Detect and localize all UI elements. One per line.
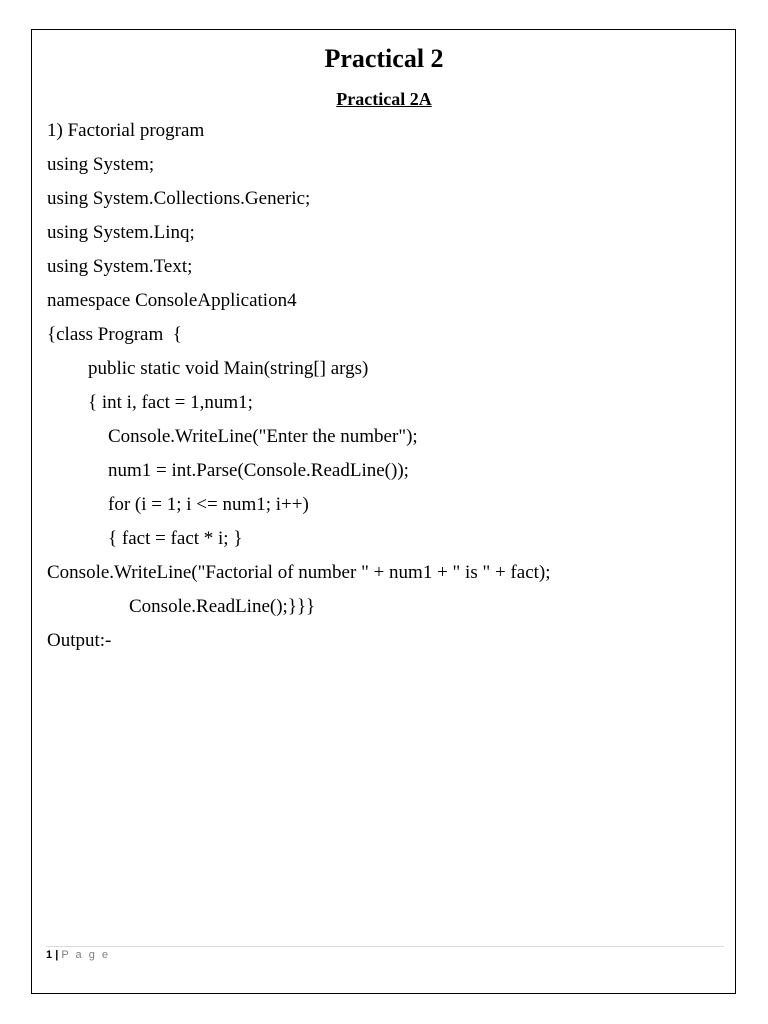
- code-line: public static void Main(string[] args): [88, 358, 369, 379]
- code-line: using System.Text;: [47, 256, 193, 277]
- code-line: using System;: [47, 154, 155, 175]
- code-line: Console.ReadLine();}}}: [129, 596, 316, 617]
- text-line-heading: 1) Factorial program: [47, 120, 205, 141]
- page-word: P a g e: [61, 949, 110, 961]
- code-line: namespace ConsoleApplication4: [47, 290, 297, 311]
- code-line: Console.WriteLine("Factorial of number " + num1 + " is " + fact);: [47, 562, 551, 583]
- document-subtitle: Practical 2A: [336, 89, 432, 109]
- page-footer: [46, 947, 110, 963]
- code-line: for (i = 1; i <= num1; i++): [108, 494, 309, 515]
- output-label: Output:-: [47, 630, 112, 651]
- code-line: { int i, fact = 1,num1;: [88, 392, 253, 413]
- code-line: { fact = fact * i; }: [108, 528, 243, 549]
- page-separator: |: [55, 949, 59, 961]
- code-line: using System.Linq;: [47, 222, 195, 243]
- page-number: 1: [46, 949, 53, 961]
- document-title: Practical 2: [324, 44, 444, 73]
- code-line: {class Program {: [47, 324, 182, 345]
- code-line: using System.Collections.Generic;: [47, 188, 311, 209]
- footer-divider: [46, 946, 724, 947]
- code-line: num1 = int.Parse(Console.ReadLine());: [108, 460, 409, 481]
- code-line: Console.WriteLine("Enter the number");: [108, 426, 418, 447]
